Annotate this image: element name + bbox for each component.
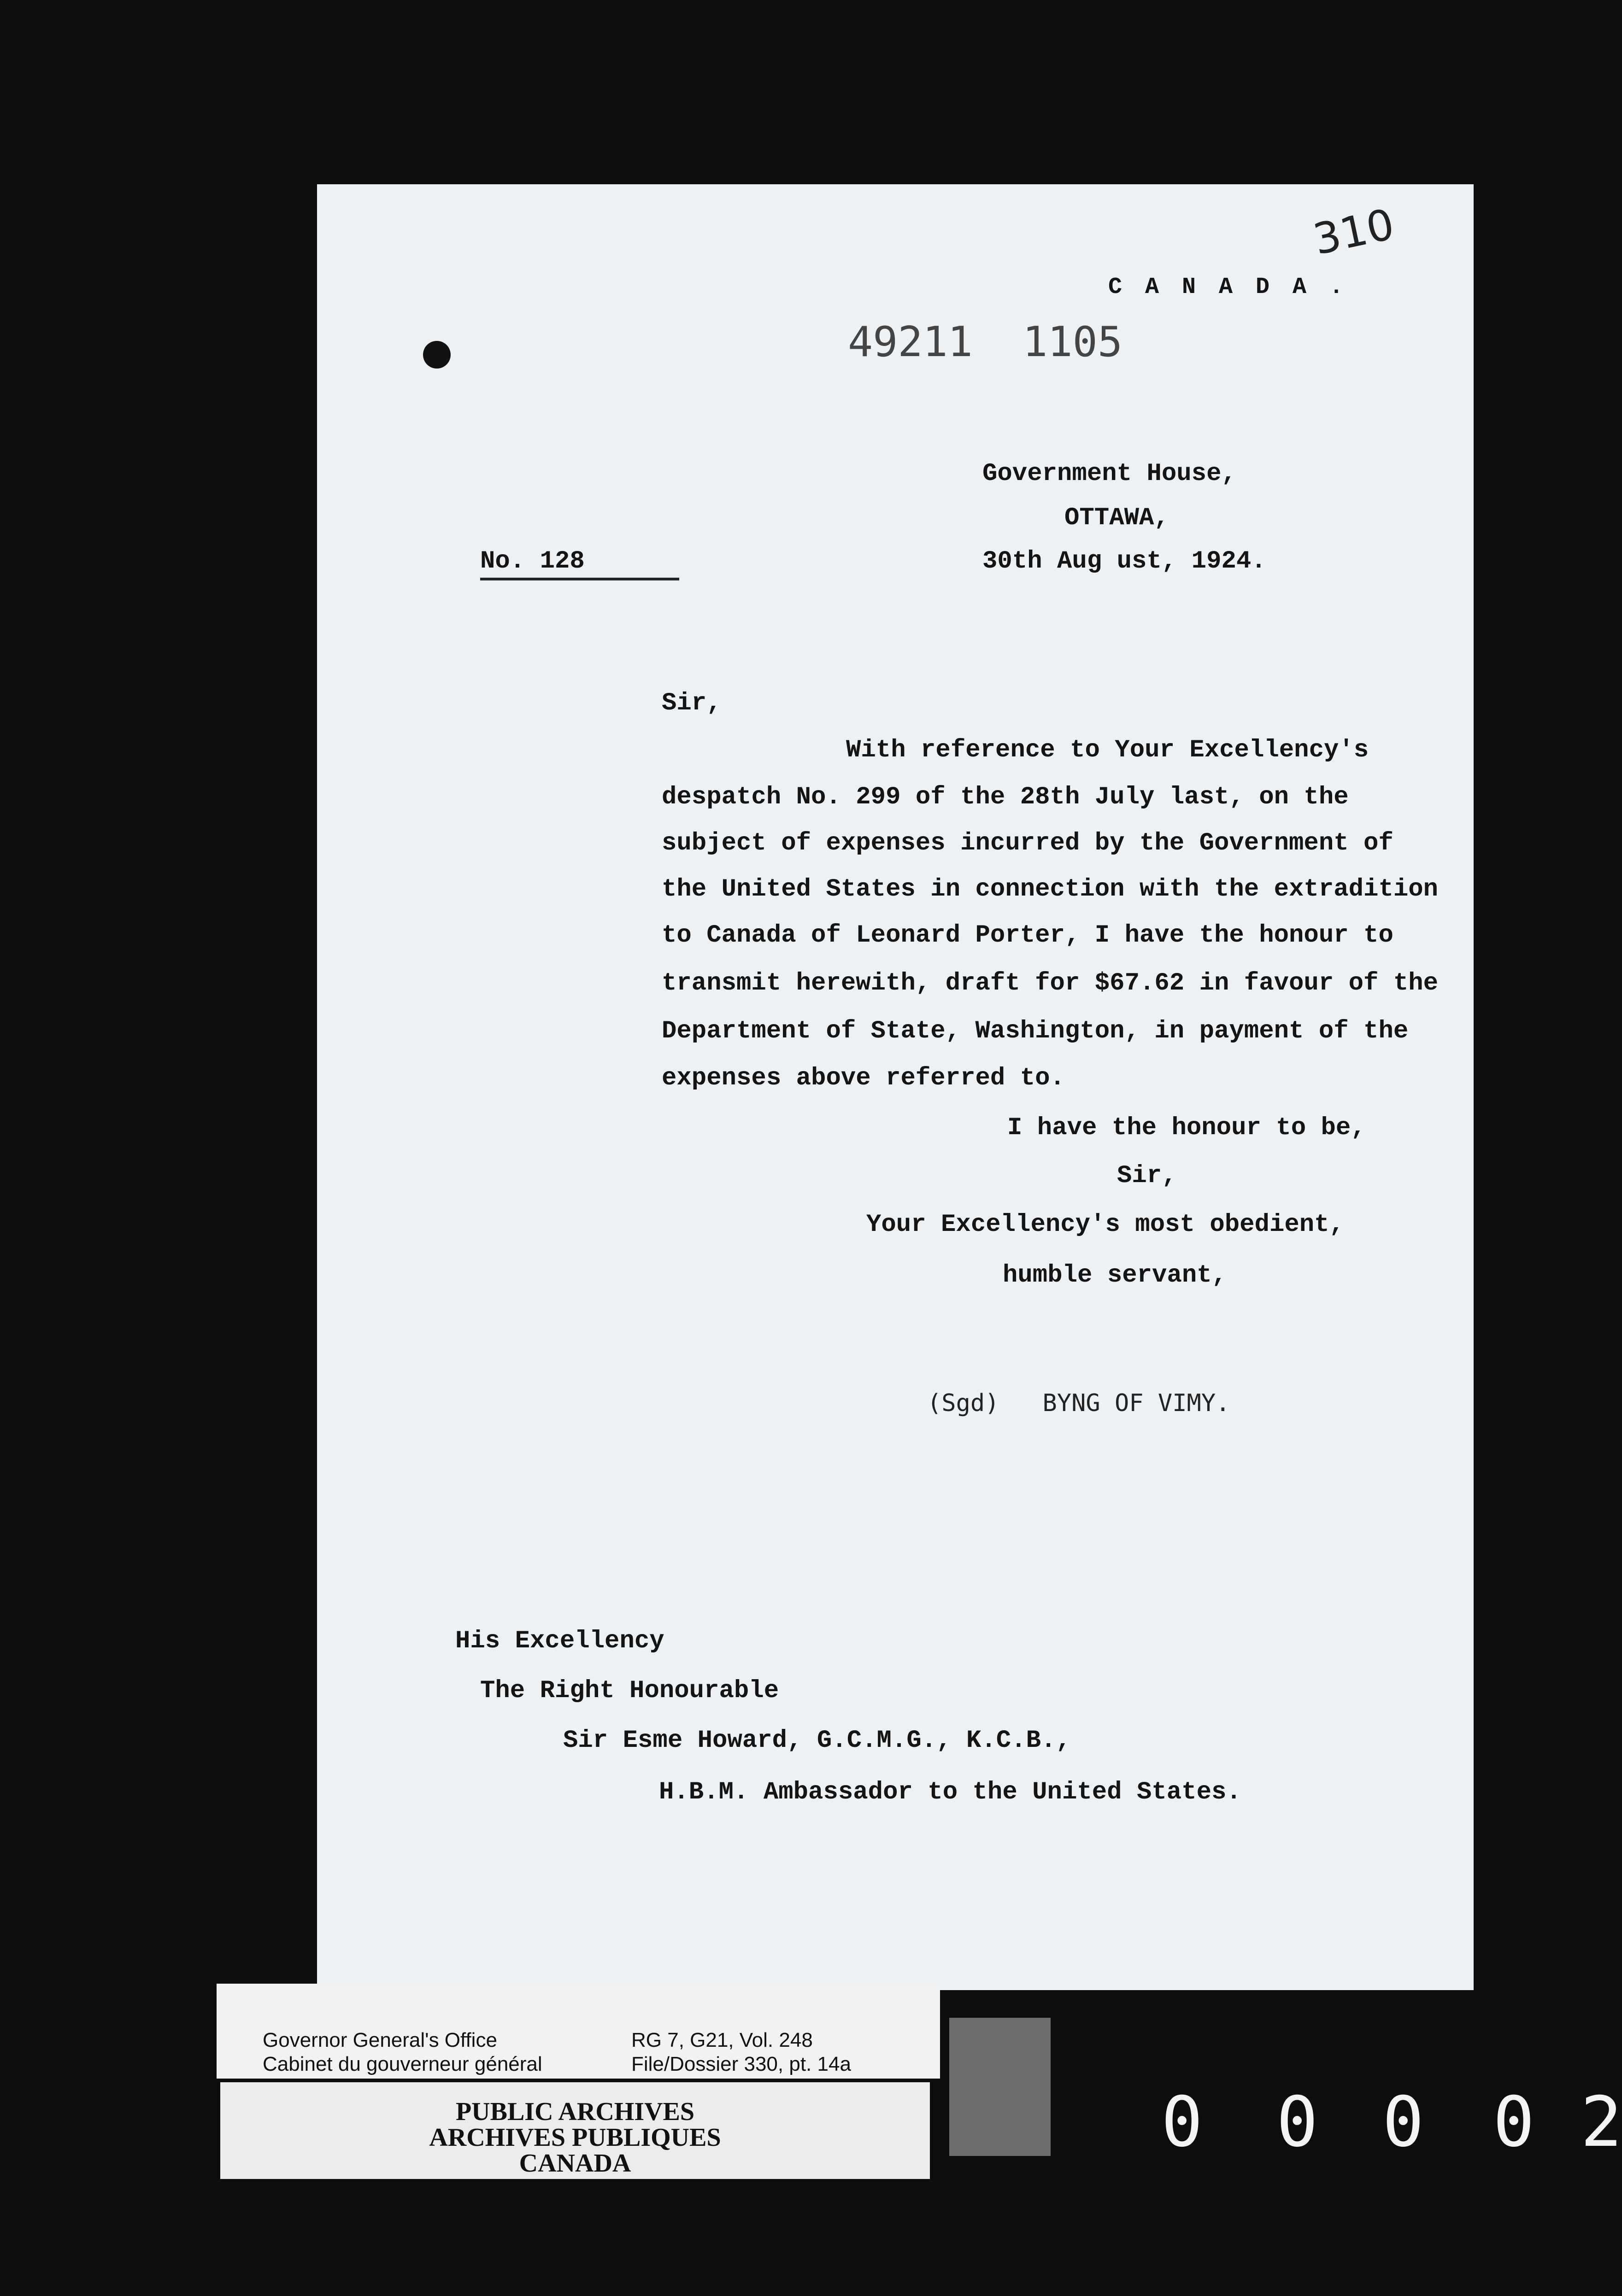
body-line: With reference to Your Excellency's	[846, 736, 1369, 764]
body-line: to Canada of Leonard Porter, I have the honour to	[662, 921, 1393, 949]
frame-digit: 2	[1581, 2082, 1622, 2162]
office-french: Cabinet du gouverneur général	[263, 2053, 542, 2075]
office-english: Governor General's Office	[263, 2029, 497, 2051]
body-line: transmit herewith, draft for $67.62 in favour of the	[662, 969, 1439, 997]
body-line: subject of expenses incurred by the Government of	[662, 829, 1393, 857]
address-line-1: Government House,	[982, 460, 1236, 488]
archive-stamp	[220, 2082, 930, 2179]
archive-reference-label	[217, 1984, 940, 2079]
frame-digit: 0	[1382, 2082, 1424, 2162]
addressee-line-2: The Right Honourable	[480, 1677, 779, 1705]
addressee-line-1: His Excellency	[455, 1627, 664, 1655]
addressee-line-4: H.B.M. Ambassador to the United States.	[659, 1778, 1241, 1806]
body-line: expenses above referred to.	[662, 1064, 1065, 1092]
frame-digit: 0	[1161, 2082, 1203, 2162]
closing-line-2: Sir,	[1117, 1162, 1177, 1190]
closing-line-4: humble servant,	[1003, 1261, 1227, 1289]
frame-digit: 0	[1276, 2082, 1318, 2162]
closing-line-1: I have the honour to be,	[1007, 1114, 1366, 1142]
salutation: Sir,	[662, 689, 722, 717]
archives-country: CANADA	[519, 2149, 631, 2178]
despatch-number: No. 128	[480, 547, 585, 575]
signature: (Sgd) BYNG OF VIMY.	[927, 1389, 1230, 1417]
addressee-line-3: Sir Esme Howard, G.C.M.G., K.C.B.,	[563, 1727, 1071, 1755]
body-line: despatch No. 299 of the 28th July last, on the	[662, 783, 1349, 811]
letterhead-country: C A N A D A .	[1108, 274, 1348, 300]
closing-line-3: Your Excellency's most obedient,	[866, 1211, 1344, 1239]
folio-number: 310	[1309, 199, 1399, 265]
reference-line-1: RG 7, G21, Vol. 248	[631, 2029, 813, 2051]
registry-stamp: 49211 1105	[848, 318, 1123, 366]
despatch-underline	[480, 578, 679, 580]
punch-hole	[423, 341, 451, 369]
archives-english: PUBLIC ARCHIVES	[455, 2097, 695, 2126]
frame-digit: 0	[1493, 2082, 1535, 2162]
address-line-2: OTTAWA,	[1064, 504, 1169, 532]
film-edge-block	[949, 2018, 1051, 2156]
archives-french: ARCHIVES PUBLIQUES	[429, 2123, 721, 2152]
body-line: Department of State, Washington, in payment of the	[662, 1017, 1409, 1045]
reference-line-2: File/Dossier 330, pt. 14a	[631, 2053, 851, 2075]
body-line: the United States in connection with the extradition	[662, 875, 1439, 903]
address-date: 30th Aug ust, 1924.	[982, 547, 1266, 575]
